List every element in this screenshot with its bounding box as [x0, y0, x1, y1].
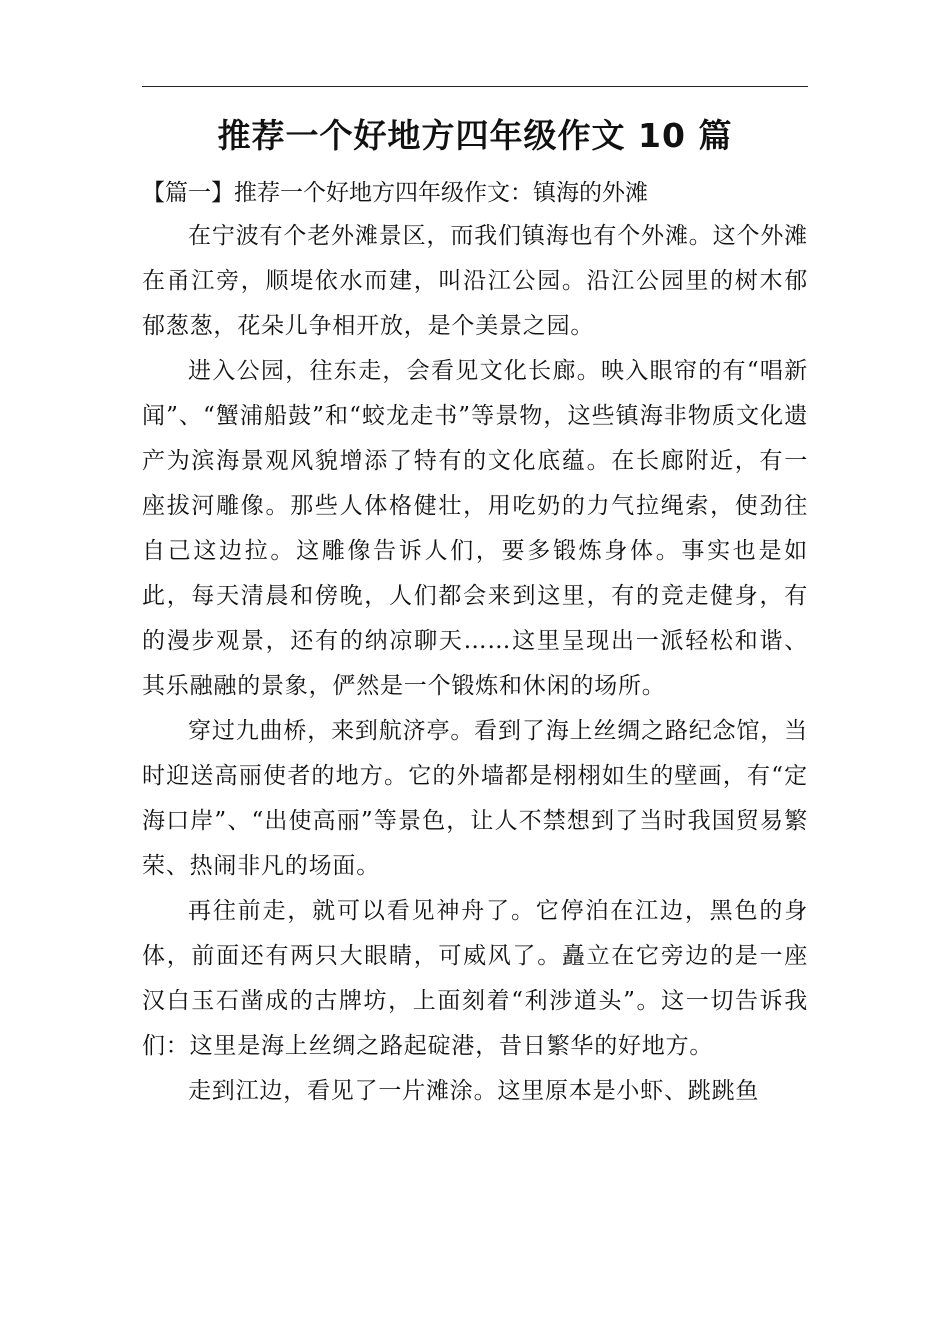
document-body — [142, 214, 808, 1114]
document-title: 推荐一个好地方四年级作文 10 篇 — [217, 116, 733, 155]
paragraph-4: 再往前走，就可以看见神舟了。它停泊在江边，黑色的身体，前面还有两只大眼睛，可威风了。矗立在它旁边的是一座汉白玉石凿成的古牌坊，上面刻着“利涉道头”。这一切告诉我们：这里是海上丝绸之路起碇港，昔日繁华的好地方。 — [142, 898, 808, 1059]
paragraph-2: 进入公园，往东走，会看见文化长廊。映入眼帘的有“唱新闻”、“蟹浦船鼓”和“蛟龙走书”等景物，这些镇海非物质文化遗产为滨海景观风貌增添了特有的文化底蕴。在长廊附近，有一座拔河雕像。那些人体格健壮，用吃奶的力气拉绳索，使劲往自己这边拉。这雕像告诉人们，要多锻炼身体。事实也是如此，每天清晨和傍晚，人们都会来到这里，有的竞走健身，有的漫步观景，还有的纳凉聊天……这里呈现出一派轻松和谐、其乐融融的景象，俨然是一个锻炼和休闲的场所。 — [142, 358, 808, 699]
header-rule — [142, 86, 808, 87]
paragraph-3: 穿过九曲桥，来到航济亭。看到了海上丝绸之路纪念馆，当时迎送高丽使者的地方。它的外墙都是栩栩如生的壁画，有“定海口岸”、“出使高丽”等景色，让人不禁想到了当时我国贸易繁荣、热闹非凡的场面。 — [142, 718, 808, 879]
paragraph-5: 走到江边，看见了一片滩涂。这里原本是小虾、跳跳鱼 — [188, 1078, 760, 1104]
paragraph-1: 在宁波有个老外滩景区，而我们镇海也有个外滩。这个外滩在甬江旁，顺堤依水而建，叫沿江公园。沿江公园里的树木郁郁葱葱，花朵儿争相开放，是个美景之园。 — [142, 223, 808, 339]
section-heading: 【篇一】推荐一个好地方四年级作文：镇海的外滩 — [142, 180, 648, 206]
